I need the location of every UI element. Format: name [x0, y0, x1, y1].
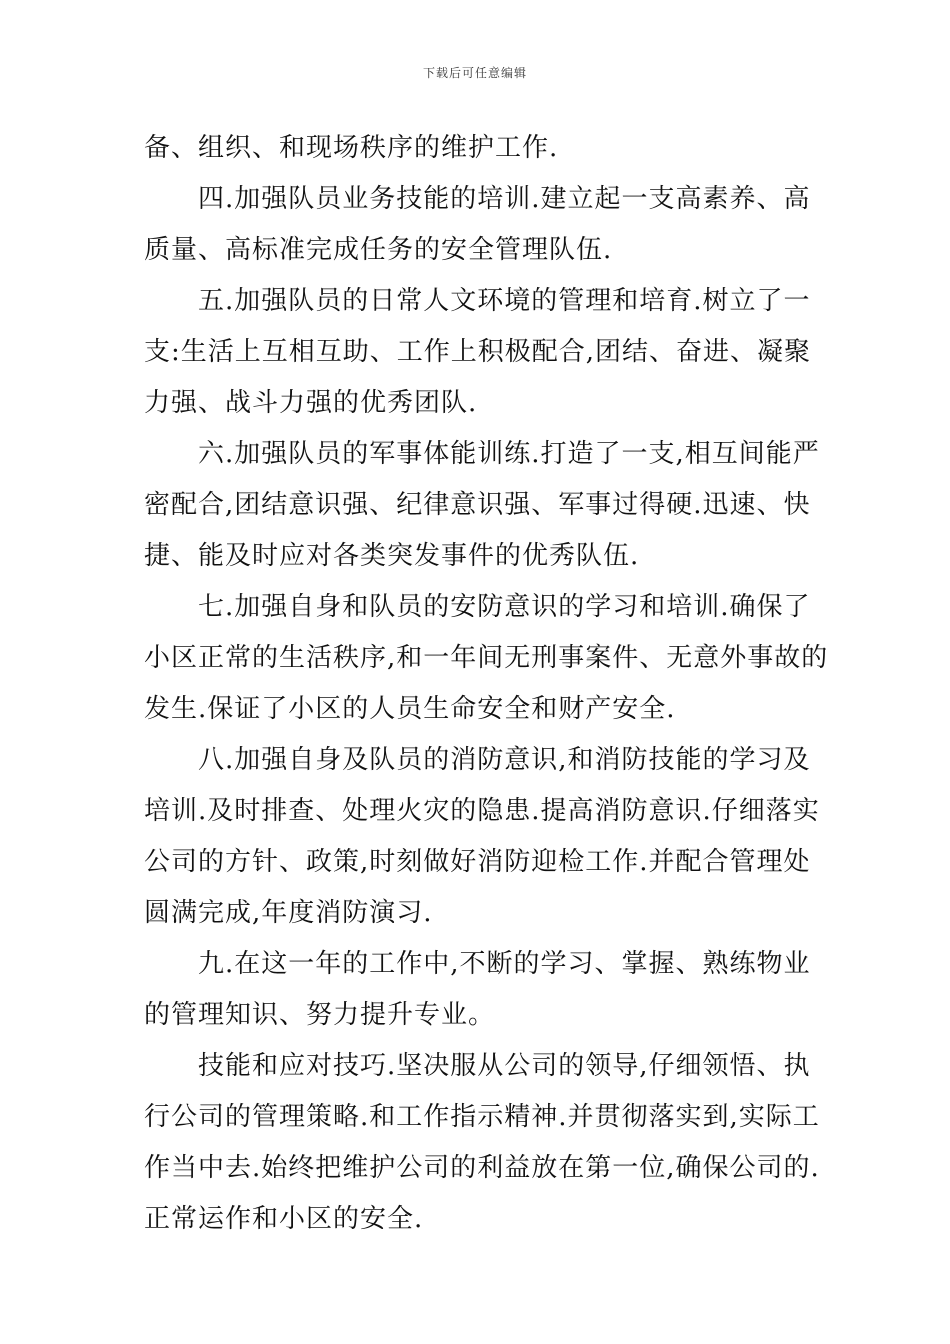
text-line: 培训.及时排查、处理火灾的隐患.提高消防意识.仔细落实: [144, 796, 820, 826]
text-line: 质量、高标准完成任务的安全管理队伍.: [144, 235, 613, 265]
text-line: 发生.保证了小区的人员生命安全和财产安全.: [144, 694, 676, 724]
paragraph-4-line: 四.加强队员业务技能的培训.建立起一支高素养、高: [198, 184, 811, 214]
text-line: 密配合,团结意识强、纪律意识强、军事过得硬.迅速、快: [144, 490, 811, 520]
text-line: 正常运作和小区的安全.: [144, 1204, 424, 1234]
paragraph-5-line: 五.加强队员的日常人文环境的管理和培育.树立了一: [198, 286, 811, 316]
paragraph-10-line: 技能和应对技巧.坚决服从公司的领导,仔细领悟、执: [198, 1051, 811, 1081]
paragraph-8-line: 八.加强自身及队员的消防意识,和消防技能的学习及: [198, 745, 811, 775]
text-line: 公司的方针、政策,时刻做好消防迎检工作.并配合管理处: [144, 847, 811, 877]
text-line: 小区正常的生活秩序,和一年间无刑事案件、无意外事故的: [144, 643, 829, 673]
document-body: [144, 123, 829, 1245]
text-line: 的管理知识、努力提升专业。: [144, 1000, 496, 1030]
text-line: 捷、能及时应对各类突发事件的优秀队伍.: [144, 541, 640, 571]
page-header: 下载后可任意编辑: [422, 66, 527, 80]
text-line: 行公司的管理策略.和工作指示精神.并贯彻落实到,实际工: [144, 1102, 820, 1132]
paragraph-6-line: 六.加强队员的军事体能训练.打造了一支,相互间能严: [198, 439, 820, 469]
paragraph-7-line: 七.加强自身和队员的安防意识的学习和培训.确保了: [198, 592, 811, 622]
text-line: 力强、战斗力强的优秀团队.: [144, 388, 478, 418]
text-line: 作当中去.始终把维护公司的利益放在第一位,确保公司的.: [144, 1153, 820, 1183]
text-line: 圆满完成,年度消防演习.: [144, 898, 433, 928]
text-line: 备、组织、和现场秩序的维护工作.: [144, 133, 559, 163]
text-line: 支:生活上互相互助、工作上积极配合,团结、奋进、凝聚: [144, 337, 812, 367]
paragraph-9-line: 九.在这一年的工作中,不断的学习、掌握、熟练物业: [198, 949, 811, 979]
